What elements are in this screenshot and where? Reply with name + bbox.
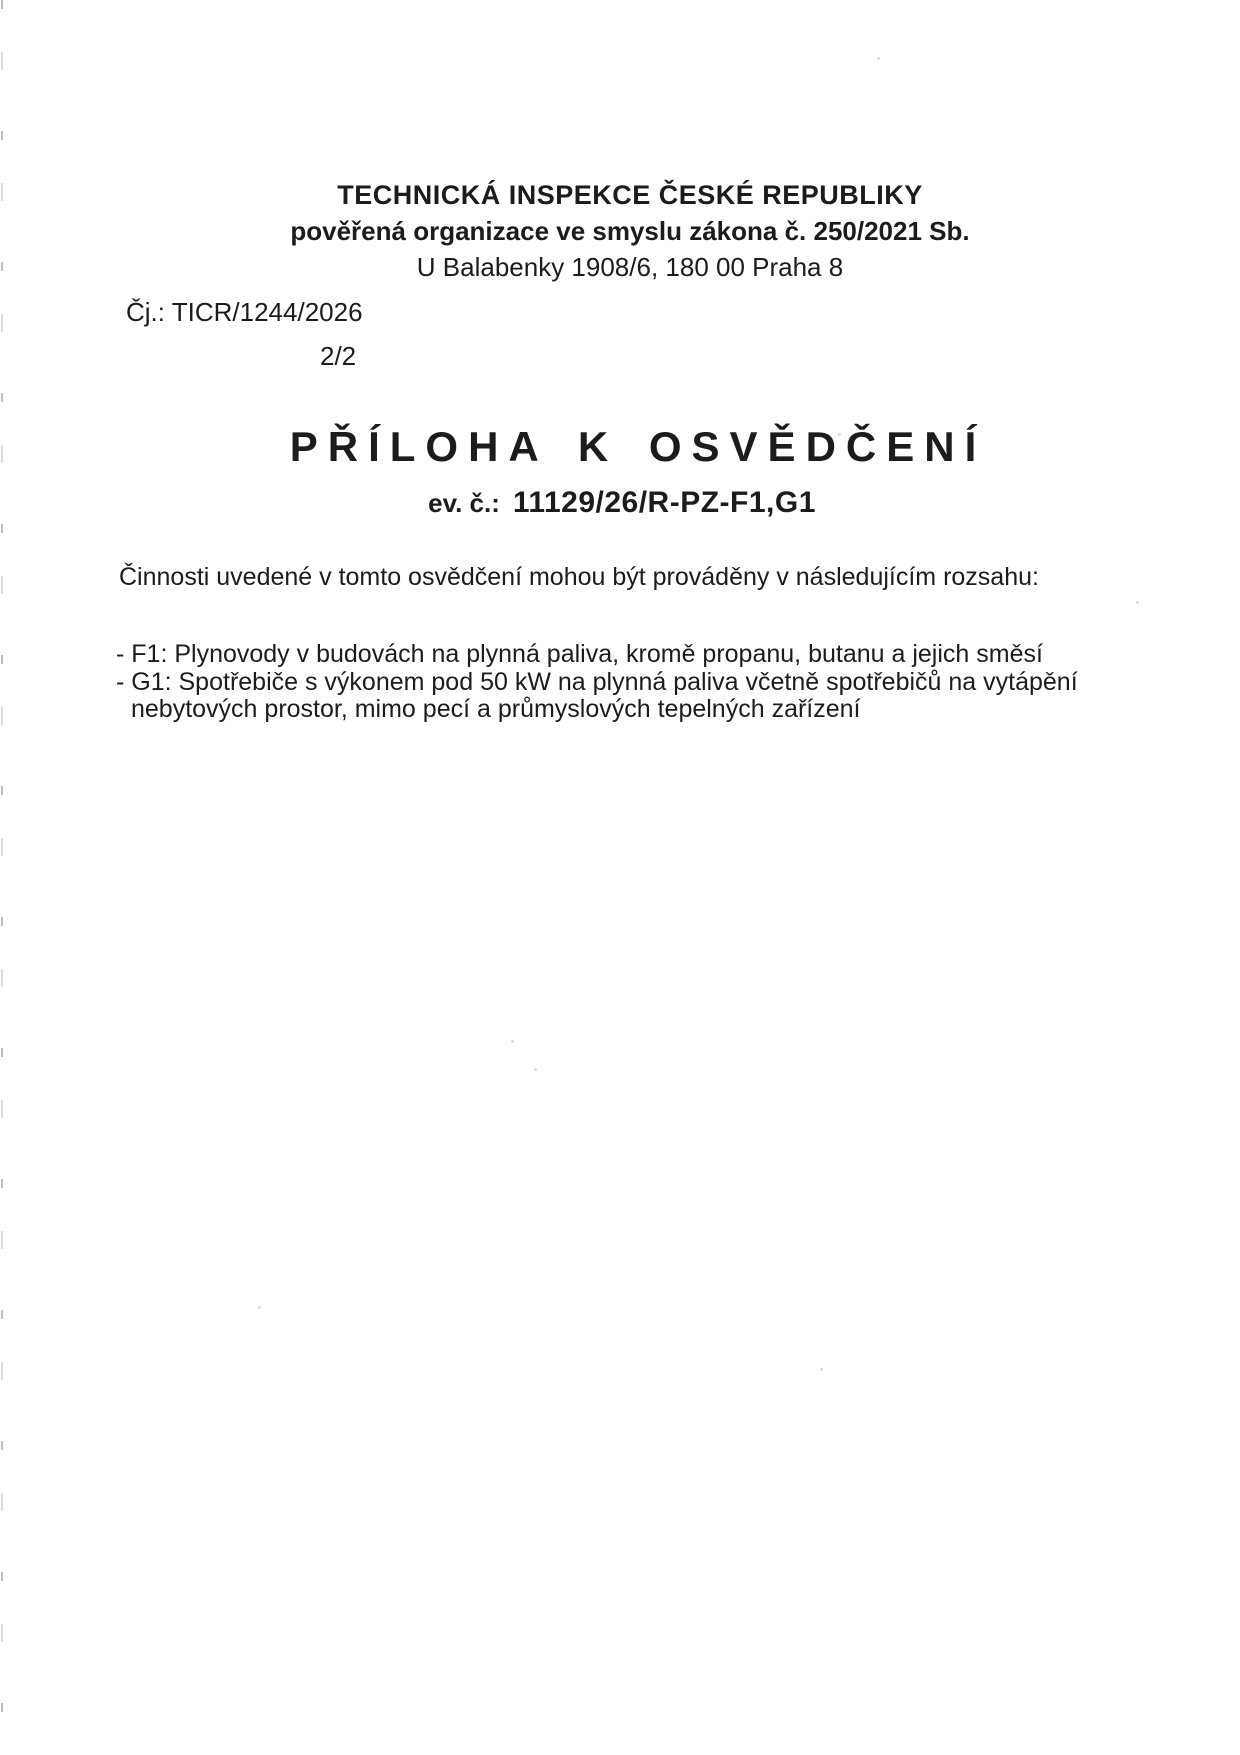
attachment-title: PŘÍLOHA K OSVĚDČENÍ <box>289 423 987 470</box>
paper-speck <box>534 1068 537 1071</box>
org-name: TECHNICKÁ INSPEKCE ČESKÉ REPUBLIKY <box>337 180 923 210</box>
reference-number: Čj.: TICR/1244/2026 <box>126 297 363 327</box>
scope-list <box>116 641 1136 724</box>
paper-speck <box>511 1040 514 1043</box>
scope-item-f1: - F1: Plynovody v budovách na plynná paliva, kromě propanu, butanu a jejich směsí <box>116 640 1043 668</box>
page-indicator: 2/2 <box>320 341 357 371</box>
org-address: U Balabenky 1908/6, 180 00 Praha 8 <box>416 252 844 282</box>
org-subtitle: pověřená organizace ve smyslu zákona č. 250/2021 Sb. <box>290 216 970 246</box>
certificate-number-line <box>2 486 1240 520</box>
ev-number-value: 11129/26/R-PZ-F1,G1 <box>512 486 816 519</box>
scanner-edge-artifact <box>1 0 3 1755</box>
ev-number-label: ev. č.: <box>428 488 500 518</box>
paper-speck <box>820 1368 823 1371</box>
paper-speck <box>1136 601 1139 604</box>
scope-item-g1: - G1: Spotřebiče s výkonem pod 50 kW na plynná paliva včetně spotřebičů na vytápění nebytových prostor, mimo pecí a průmyslových tepelných zařízení <box>116 667 1078 723</box>
paper-speck <box>877 57 880 60</box>
scope-intro: Činnosti uvedené v tomto osvědčení mohou být prováděny v následujícím rozsahu: <box>119 563 1039 591</box>
paper-speck <box>258 1306 261 1309</box>
